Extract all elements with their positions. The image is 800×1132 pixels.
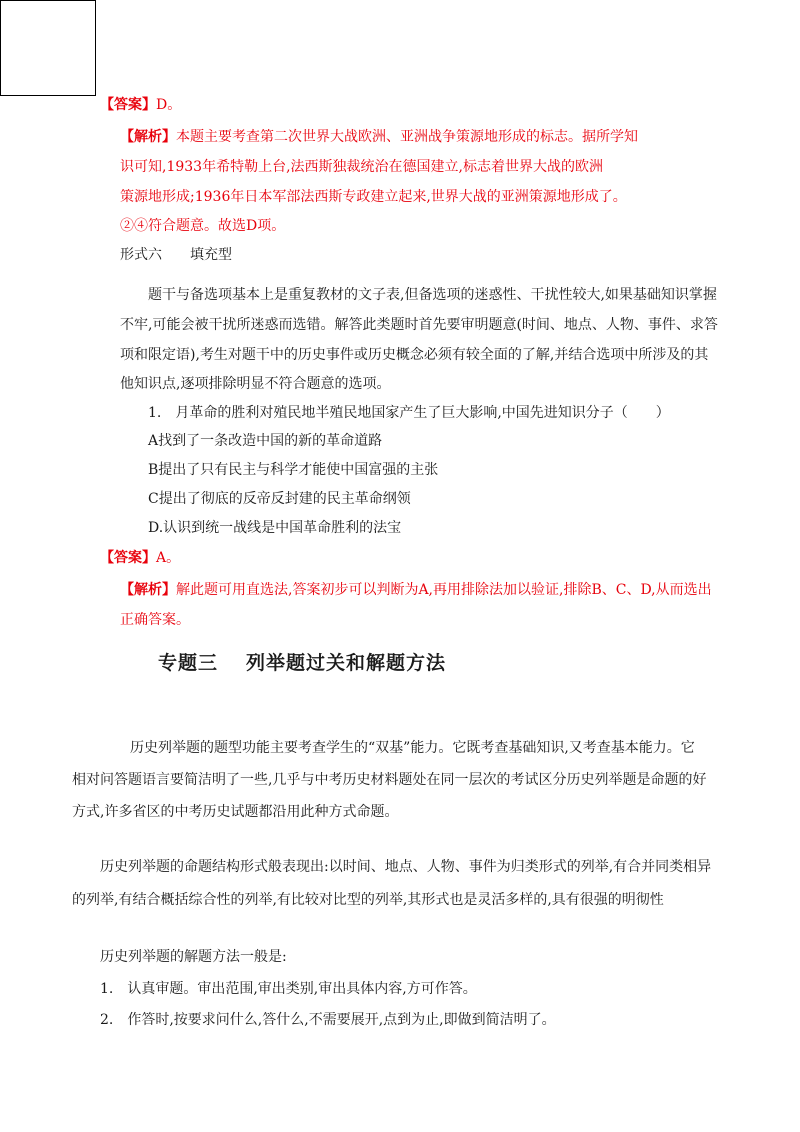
methods-heading: 历史列举题的解题方法一般是: [100,949,287,965]
question-stem: 1. 月革命的胜利对殖民地半殖民地国家产生了巨大影响,中国先进知识分子（ ） [148,405,670,421]
question-option-b: B提出了只有民主与科学才能使中国富强的主张 [148,462,439,478]
section-number: 专题三 [158,652,219,674]
analysis-2-line-2: 正确答案。 [120,612,190,628]
intro-line-2: 不牢,可能会被干扰所迷惑而选错。解答此类题时首先要审明题意(时间、地点、人物、事件、求答 [120,317,718,333]
form-name: 填充型 [190,247,232,263]
answer-tag: 【答案】 [100,550,156,566]
answer-tag: 【答案】 [100,97,156,113]
section-title [158,650,446,676]
intro-line-4: 他知识点,逐项排除明显不符合题意的选项。 [120,376,391,392]
answer-text: D。 [156,97,182,113]
question-option-a: A找到了一条改造中国的新的革命道路 [148,433,383,449]
intro-line-1: 题干与备选项基本上是重复教材的文子表,但备选项的迷惑性、干扰性较大,如果基础知识掌握 [148,287,717,303]
analysis-tag: 【解析】 [120,582,176,598]
section-name: 列举题过关和解题方法 [246,652,447,674]
question-option-d: D.认识到统一战线是中国革命胜利的法宝 [148,520,402,536]
answer-1 [100,95,181,115]
answer-2 [100,548,180,568]
analysis-1-line-1 [120,127,638,147]
methods-item-1: 1. 认真审题。审出范围,审出类别,审出具体内容,方可作答。 [100,981,477,997]
para1-line-3: 方式,许多省区的中考历史试题都沿用此种方式命题。 [72,804,399,820]
question-option-c: C提出了彻底的反帝反封建的民主革命纲领 [148,491,411,507]
form-label: 形式六 [120,247,162,263]
para1-line-2: 相对问答题语言要简洁明了一些,几乎与中考历史材料题处在同一层次的考试区分历史列举题是命题的好 [72,772,707,788]
para1-line-1: 历史列举题的题型功能主要考查学生的“双基”能力。它既考查基础知识,又考查基本能力。它 [130,740,695,756]
corner-box [0,0,96,96]
analysis-1-line-3: 策源地形成;1936年日本军部法西斯专政建立起来,世界大战的亚洲策源地形成了。 [120,189,627,205]
analysis-text: 本题主要考查第二次世界大战欧洲、亚洲战争策源地形成的标志。据所学知 [176,129,638,145]
form-heading [120,245,232,265]
analysis-1-line-2: 识可知,1933年希特勒上台,法西斯独裁统治在德国建立,标志着世界大战的欧洲 [120,159,603,175]
analysis-1-line-4: ②④符合题意。故选D项。 [120,218,286,234]
para2-line-1: 历史列举题的命题结构形式般表现出:以时间、地点、人物、事件为归类形式的列举,有合并同类相异 [100,859,712,875]
analysis-text: 解此题可用直选法,答案初步可以判断为A,再用排除法加以验证,排除B、C、D,从而选出 [176,582,712,598]
analysis-tag: 【解析】 [120,129,176,145]
para2-line-2: 的列举,有结合概括综合性的列举,有比较对比型的列举,其形式也是灵活多样的,具有很强的明彻性 [72,892,664,908]
analysis-2-line-1 [120,580,712,600]
intro-line-3: 项和限定语),考生对题干中的历史事件或历史概念必须有较全面的了解,并结合选项中所涉及的其 [120,347,709,363]
answer-text: A。 [156,550,181,566]
methods-item-2: 2. 作答时,按要求问什么,答什么,不需要展开,点到为止,即做到简洁明了。 [100,1012,556,1028]
